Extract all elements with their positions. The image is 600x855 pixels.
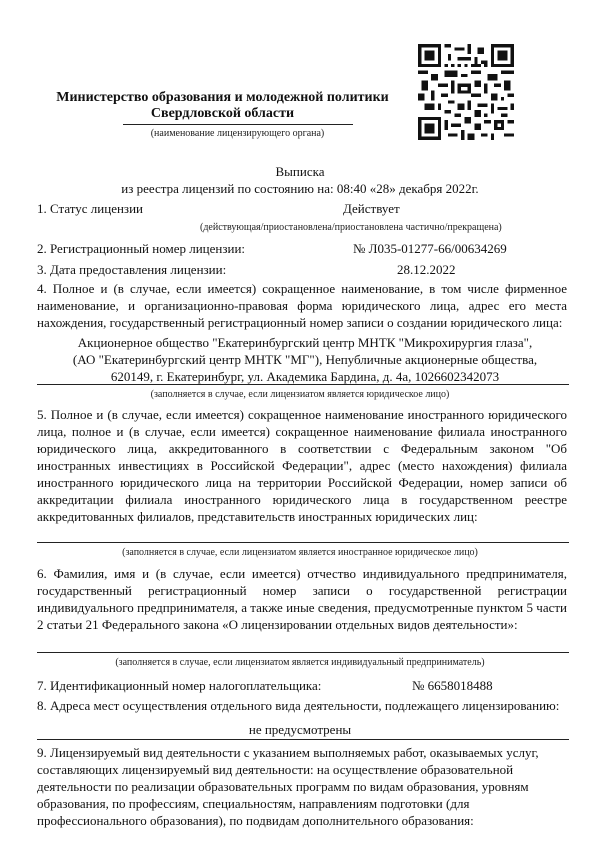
licensing-authority-line2: Свердловской области [150,106,295,121]
licensing-authority-name [40,90,405,122]
item8-value: не предусмотрены [248,722,352,737]
item8-text: 8. Адреса мест осуществления отдельного вида деятельности, подлежащего лицензированию: [37,698,560,713]
item9-text: 9. Лицензируемый вид деятельности с указанием выполняемых работ, оказываемых услуг, составляющих лицензируемый вид деятельности: на осуществление образовательной деятельности по реализации образовательных программ по видам образования, уровням образования, по профессиям, специальностям, направлениям подготовки (для профессионального образования), по подвидам дополнительного образования: [37,745,539,828]
regnum-value: № Л035-01277-66/00634269 [353,241,507,256]
item8-underline [37,739,569,740]
item4-value: Акционерное общество "Екатеринбургский центр МНТК "Микрохирургия глаза", (АО "Екатеринбургский центр МНТК "МГ"), Непубличные акционерные общества, 620149, г. Екатеринбург, ул. Академика Бардина, д. 4а, 1026602342073 [72,335,538,384]
authority-underline [123,124,353,125]
date-value: 28.12.2022 [397,262,456,277]
inn-label: 7. Идентификационный номер налогоплательщика: [37,678,322,693]
document-subtitle: из реестра лицензий по состоянию на: 08:40 «28» декабря 2022г. [121,181,479,196]
item5-caption: (заполняется в случае, если лицензиатом является иностранное юридическое лицо) [122,547,478,558]
status-label: 1. Статус лицензии [37,201,143,216]
item4-text: 4. Полное и (в случае, если имеется) сокращенное наименование, в том числе фирменное наименование, и организационно-правовая форма юридического лица, адрес его места нахождения, государственный регистрационный номер записи о создании юридического лица: [37,281,567,330]
licensing-authority-line1: Министерство образования и молодежной политики [56,90,389,105]
item4-caption: (заполняется в случае, если лицензиатом является юридическое лицо) [150,389,450,400]
item6-caption: (заполняется в случае, если лицензиатом является индивидуальный предприниматель) [115,657,485,668]
regnum-label: 2. Регистрационный номер лицензии: [37,241,246,256]
item5-underline [37,542,569,543]
authority-caption: (наименование лицензирующего органа) [150,128,325,139]
document-title: Выписка [275,164,325,179]
inn-value: № 6658018488 [412,678,493,693]
item4-underline [37,384,569,385]
date-label: 3. Дата предоставления лицензии: [37,262,227,277]
item5-text: 5. Полное и (в случае, если имеется) сокращенное наименование иностранного юридического лица, полное и (в случае, если имеется) сокращенное наименование филиала иностранного юридического лица, аккредитованного в соответствии с Федеральным законом "Об иностранных инвестициях в Российской Федерации", адрес (место нахождения) филиала иностранного юридического лица на территории Российской Федерации, номер записи об аккредитации филиала иностранного юридического лица в государственном реестре аккредитованных филиалов, представительств иностранных юридических лиц: [37,407,567,524]
status-value: Действует [343,201,400,216]
item6-underline [37,652,569,653]
status-caption: (действующая/приостановлена/приостановлена частично/прекращена) [200,222,502,233]
item6-text: 6. Фамилия, имя и (в случае, если имеется) отчество индивидуального предпринимателя, государственный регистрационный номер записи о государственной регистрации индивидуального предпринимателя, а также иные сведения, предусмотренные пунктом 5 части 2 статьи 21 Федерального закона «О лицензировании отдельных видов деятельности»: [37,566,567,632]
qr-code [418,44,514,140]
